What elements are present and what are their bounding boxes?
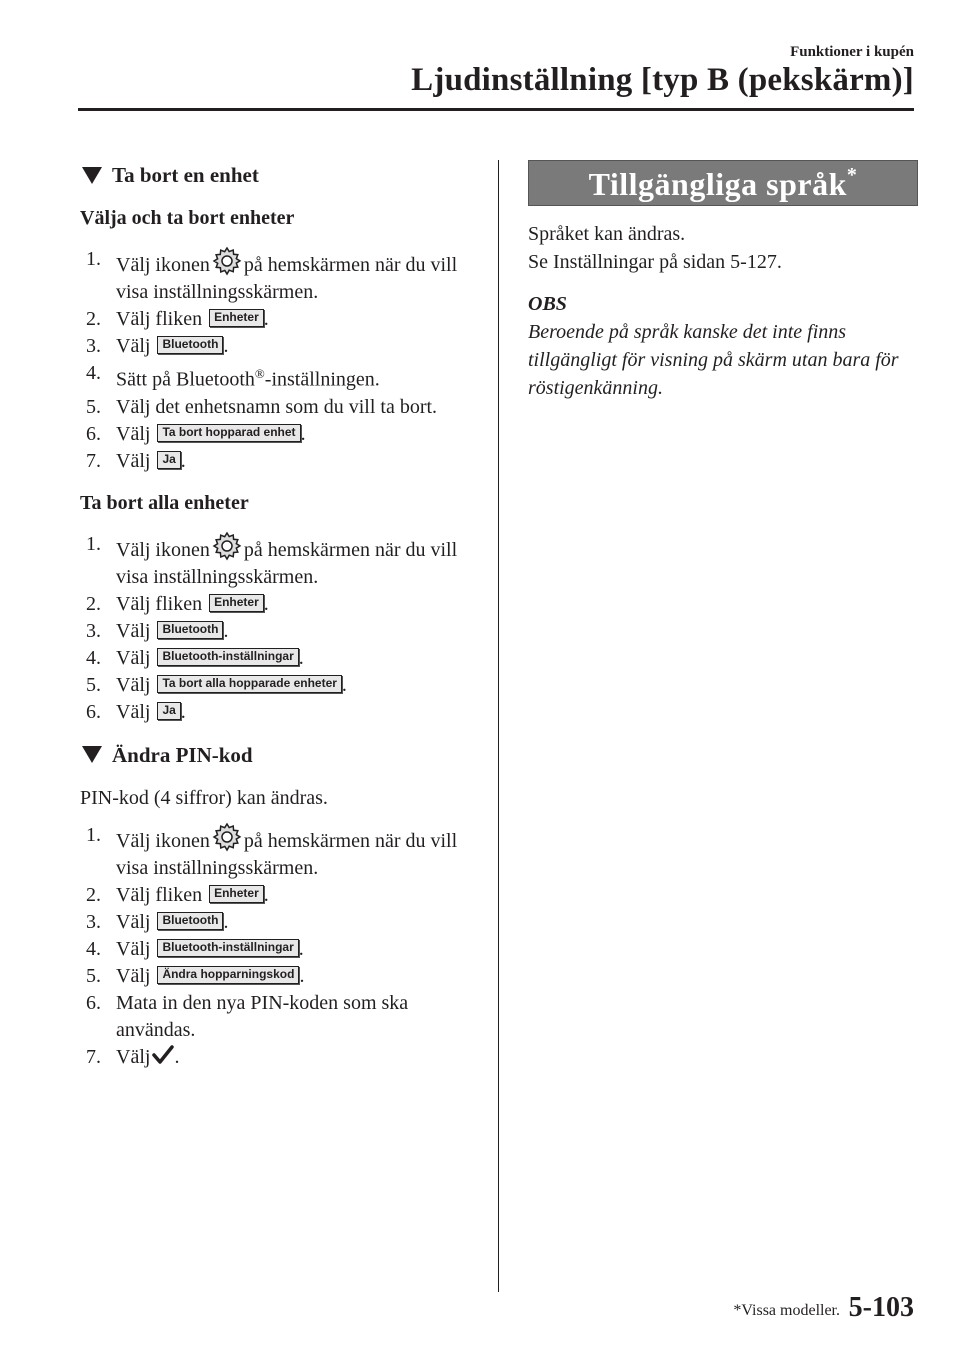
subheading-remove-all: Ta bort alla enheter bbox=[80, 491, 249, 514]
steps-change-pin bbox=[80, 822, 480, 1071]
change-pairing-code-button: Ändra hopparningskod bbox=[157, 966, 299, 984]
list-item: 1. Välj ikonen på hemskärmen när du vill visa inställningsskärmen. bbox=[86, 532, 458, 588]
tab-devices-button: Enheter bbox=[209, 594, 264, 612]
list-item: 1. Välj ikonen på hemskärmen när du vill visa inställningsskärmen. bbox=[86, 823, 458, 879]
list-item: 7. Välj Ja . bbox=[86, 449, 186, 472]
steps-remove-device bbox=[80, 246, 480, 475]
steps-remove-all bbox=[80, 531, 480, 726]
remove-all-paired-button: Ta bort alla hopparade enheter bbox=[157, 675, 341, 693]
triangle-bullet-icon bbox=[82, 746, 102, 763]
header-rule bbox=[78, 108, 914, 111]
column-divider bbox=[498, 160, 499, 1292]
settings-gear-icon bbox=[212, 822, 242, 852]
section-heading-remove-device: Ta bort en enhet bbox=[80, 160, 480, 190]
remove-paired-device-button: Ta bort hopparad enhet bbox=[157, 424, 300, 442]
footnote: *Vissa modeller. bbox=[733, 1302, 840, 1319]
section-banner-languages: Tillgängliga språk* bbox=[528, 160, 918, 206]
bluetooth-settings-button: Bluetooth-inställningar bbox=[157, 939, 298, 957]
language-text-2: Se Inställningar på sidan 5-127. bbox=[528, 251, 782, 273]
list-item: 7. Välj . bbox=[86, 1045, 180, 1068]
language-text-1: Språket kan ändras. bbox=[528, 223, 686, 245]
bluetooth-button: Bluetooth bbox=[157, 336, 223, 354]
list-item: 4. Välj Bluetooth-inställningar . bbox=[86, 937, 304, 960]
list-item: 6. Välj Ja . bbox=[86, 700, 186, 723]
bluetooth-settings-button: Bluetooth-inställningar bbox=[157, 648, 298, 666]
list-item: 2. Välj fliken Enheter . bbox=[86, 883, 269, 906]
list-item: 4. Välj Bluetooth-inställningar . bbox=[86, 646, 304, 669]
settings-gear-icon bbox=[212, 531, 242, 561]
bluetooth-button: Bluetooth bbox=[157, 621, 223, 639]
list-item: 2. Välj fliken Enheter . bbox=[86, 308, 269, 330]
pin-intro: PIN-kod (4 siffror) kan ändras. bbox=[80, 786, 328, 809]
tab-devices-button: Enheter bbox=[209, 885, 264, 903]
list-item: 6. Mata in den nya PIN-koden som ska användas. bbox=[86, 991, 409, 1041]
triangle-bullet-icon bbox=[82, 167, 102, 184]
list-item: 3. Välj Bluetooth . bbox=[86, 619, 229, 642]
header-section: Funktioner i kupén bbox=[790, 44, 914, 60]
right-column bbox=[528, 160, 918, 402]
bluetooth-button: Bluetooth bbox=[157, 912, 223, 930]
list-item: 4. Sätt på Bluetooth®-inställningen. bbox=[86, 362, 380, 391]
list-item: 5. Välj det enhetsnamn som du vill ta bort. bbox=[86, 395, 438, 418]
checkmark-icon bbox=[152, 1044, 174, 1066]
settings-gear-icon bbox=[212, 246, 242, 276]
yes-button: Ja bbox=[157, 451, 180, 469]
list-item: 6. Välj Ta bort hopparad enhet . bbox=[86, 422, 306, 445]
subheading-select-remove: Välja och ta bort enheter bbox=[80, 207, 295, 229]
list-item: 5. Välj Ta bort alla hopparade enheter . bbox=[86, 673, 347, 696]
section-heading-change-pin: Ändra PIN-kod bbox=[80, 740, 480, 770]
list-item: 1. Välj ikonen på hemskärmen när du vill visa inställningsskärmen. bbox=[86, 248, 458, 303]
page-number: 5-103 bbox=[848, 1292, 914, 1323]
note-text: Beroende på språk kanske det inte finns tillgängligt för visning på skärm utan bara för röstigenkänning. bbox=[528, 321, 899, 399]
list-item: 2. Välj fliken Enheter . bbox=[86, 592, 269, 615]
yes-button: Ja bbox=[157, 702, 180, 720]
left-column bbox=[80, 160, 480, 1071]
list-item: 3. Välj Bluetooth . bbox=[86, 335, 229, 357]
tab-devices-button: Enheter bbox=[209, 309, 264, 327]
list-item: 5. Välj Ändra hopparningskod . bbox=[86, 964, 305, 987]
note-heading: OBS bbox=[528, 293, 567, 315]
page-title: Ljudinställning [typ B (pekskärm)] bbox=[411, 62, 914, 98]
list-item: 3. Välj Bluetooth . bbox=[86, 910, 229, 933]
